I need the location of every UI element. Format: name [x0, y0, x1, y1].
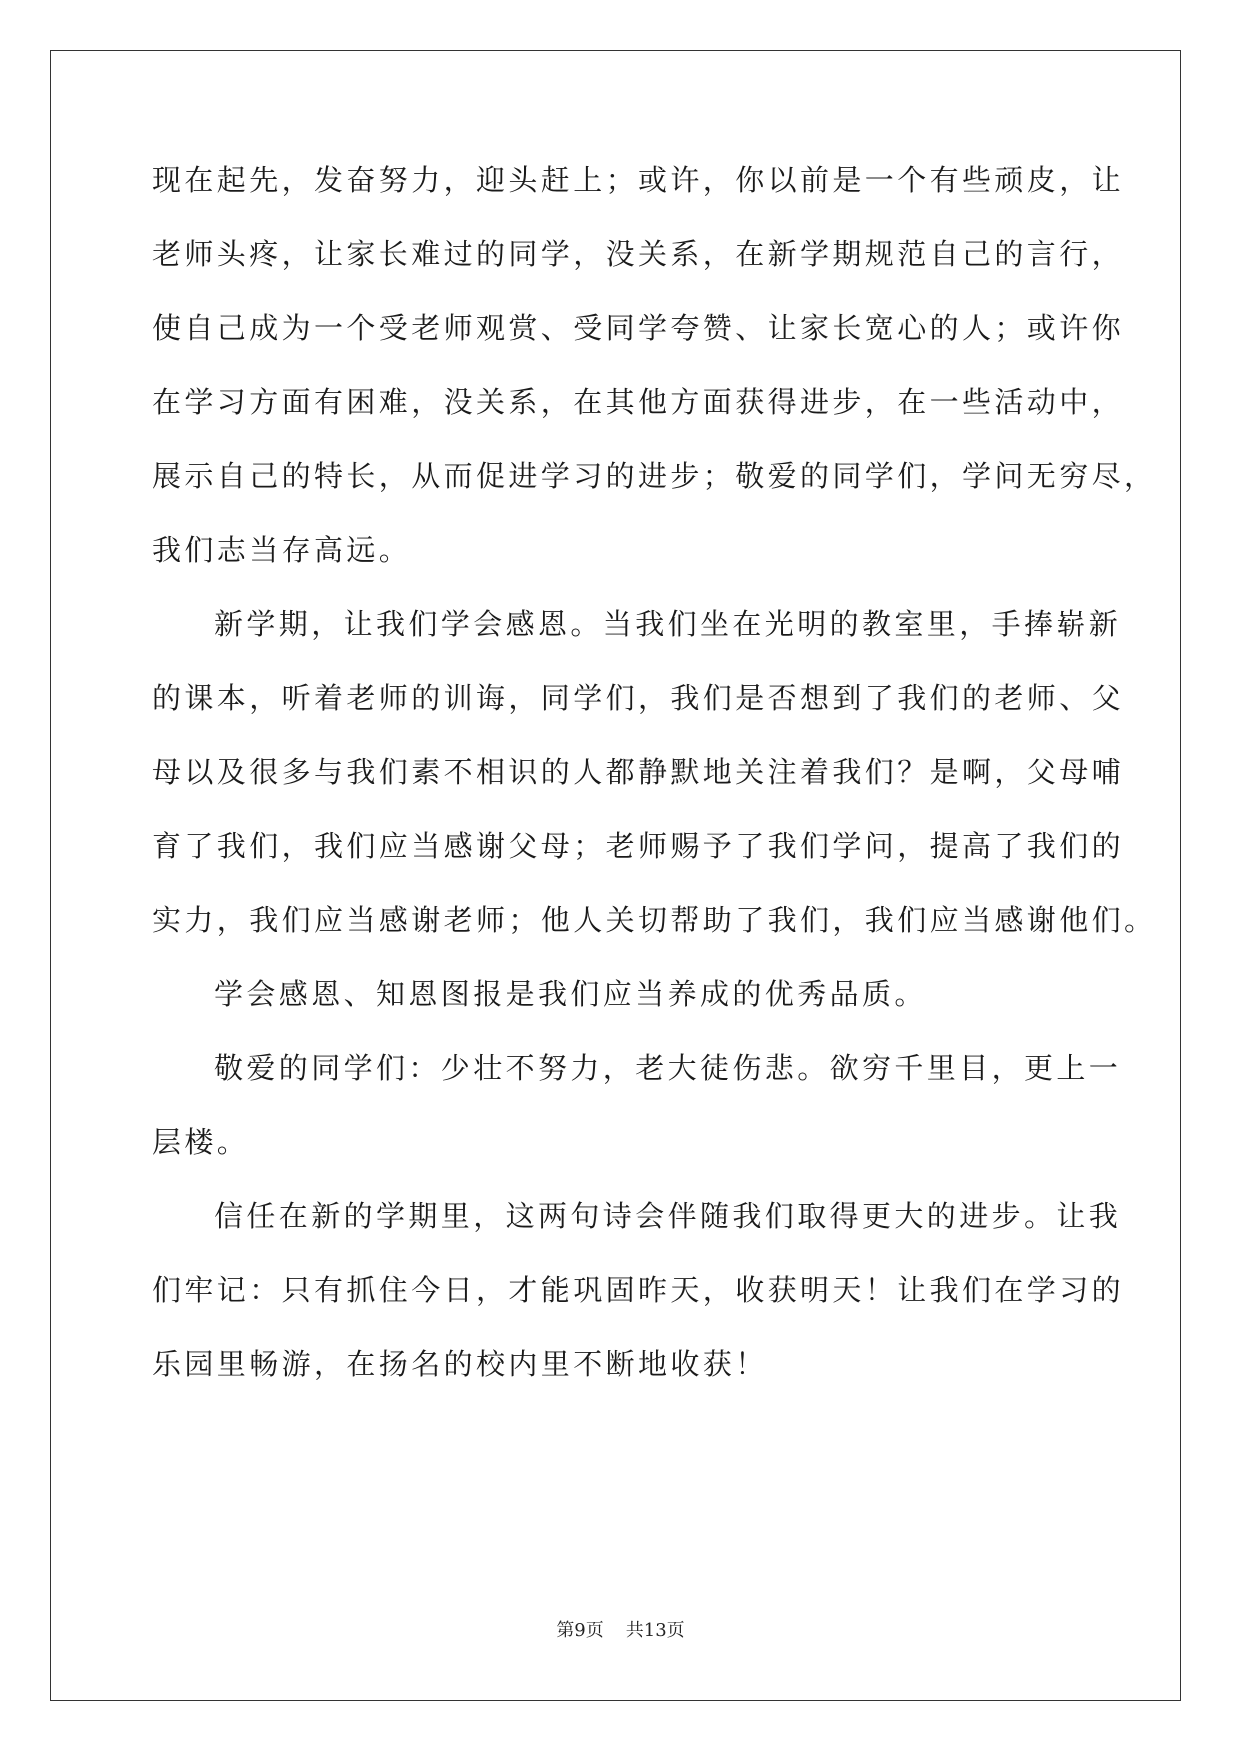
text-line: 使自己成为一个受老师观赏、受同学夸赞、让家长宽心的人；或许你 — [152, 311, 1125, 345]
text-line: 我们志当存高远。 — [152, 533, 412, 567]
paragraph-start-line: 敬爱的同学们：少壮不努力，老大徒伤悲。欲穷千里目，更上一 — [214, 1051, 1122, 1085]
text-line: 们牢记：只有抓住今日，才能巩固昨天，收获明天！让我们在学习的 — [152, 1273, 1125, 1307]
text-line: 层楼。 — [152, 1125, 250, 1159]
text-line: 展示自己的特长，从而促进学习的进步；敬爱的同学们，学问无穷尽， — [152, 459, 1157, 493]
text-line: 实力，我们应当感谢老师；他人关切帮助了我们，我们应当感谢他们。 — [152, 903, 1157, 937]
text-line: 母以及很多与我们素不相识的人都静默地关注着我们？是啊，父母哺 — [152, 755, 1125, 789]
text-line: 乐园里畅游，在扬名的校内里不断地收获！ — [152, 1347, 768, 1381]
page-border — [50, 50, 1181, 1701]
text-line: 的课本，听着老师的训诲，同学们，我们是否想到了我们的老师、父 — [152, 681, 1125, 715]
text-line: 在学习方面有困难，没关系，在其他方面获得进步，在一些活动中， — [152, 385, 1125, 419]
page-footer — [0, 1619, 1241, 1643]
total-page-count: 共13页 — [625, 1620, 685, 1641]
text-line: 现在起先，发奋努力，迎头赶上；或许，你以前是一个有些顽皮，让 — [152, 163, 1125, 197]
text-line: 育了我们，我们应当感谢父母；老师赐予了我们学问，提高了我们的 — [152, 829, 1125, 863]
paragraph-start-line: 新学期，让我们学会感恩。当我们坐在光明的教室里，手捧崭新 — [214, 607, 1122, 641]
text-line: 老师头疼，让家长难过的同学，没关系，在新学期规范自己的言行， — [152, 237, 1125, 271]
paragraph-start-line: 信任在新的学期里，这两句诗会伴随我们取得更大的进步。让我 — [214, 1199, 1122, 1233]
current-page-number: 第9页 — [556, 1620, 604, 1641]
paragraph-start-line: 学会感恩、知恩图报是我们应当养成的优秀品质。 — [214, 977, 927, 1011]
